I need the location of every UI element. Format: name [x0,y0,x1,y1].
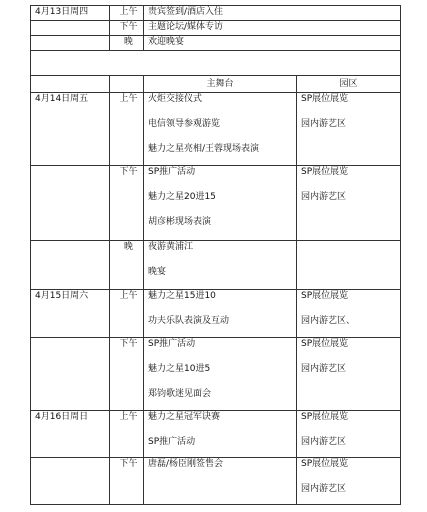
main-stage-cell [144,458,297,505]
time-cell: 下午 [110,338,144,411]
date-cell [31,166,110,241]
main-item: 魅力之星20进15 [148,192,216,202]
table-row [31,36,401,51]
time-cell: 下午 [110,166,144,241]
header-empty-cell [31,76,110,93]
park-item: SP展位展览 [301,291,349,301]
table-row [31,166,401,241]
park-item: 园内游艺区 [301,119,347,129]
main-item: 胡彦彬现场表演 [148,217,212,227]
time-cell: 下午 [110,21,144,36]
park-cell [297,241,401,290]
time-cell: 上午 [110,6,144,21]
park-item: SP展位展览 [301,412,349,422]
park-cell [297,290,401,338]
park-item: SP展位展览 [301,459,349,469]
activity-cell: 主题论坛/媒体专访 [144,21,401,36]
time-cell: 晚 [110,36,144,51]
main-item: 唐磊/杨臣刚签售会 [148,459,224,469]
table-row [31,21,401,36]
date-cell: 4月16日周日 [31,411,110,458]
date-cell: 4月13日周四 [31,6,110,21]
main-stage-cell [144,166,297,241]
main-stage-cell [144,411,297,458]
table-row [31,6,401,21]
park-item: 园内游艺区 [301,437,347,447]
table-row [31,290,401,338]
spacer-row [31,51,401,76]
time-cell: 下午 [110,458,144,505]
activity-cell: 贵宾签到/酒店入住 [144,6,401,21]
date-cell: 4月15日周六 [31,290,110,338]
park-item: 园内游艺区 [301,364,347,374]
main-item: SP推广活动 [148,437,196,447]
header-main-stage: 主舞台 [144,76,297,93]
main-item: 郑钧歌迷见面会 [148,389,212,399]
main-item: SP推广活动 [148,339,196,349]
main-item: 魅力之星冠军诀赛 [148,412,221,422]
date-cell [31,21,110,36]
park-item: 园内游艺区 [301,484,347,494]
main-item: 夜游黄浦江 [148,242,194,252]
park-cell [297,458,401,505]
date-cell: 4月14日周五 [31,93,110,166]
date-cell [31,36,110,51]
activity-cell: 欢迎晚宴 [144,36,401,51]
main-item: 晚宴 [148,267,167,277]
header-park: 园区 [297,76,401,93]
table-row [31,411,401,458]
table-row [31,93,401,166]
time-cell: 上午 [110,290,144,338]
main-item: 魅力之星15进10 [148,291,216,301]
park-item: SP展位展览 [301,339,349,349]
main-item: 魅力之星10进5 [148,364,211,374]
time-cell: 上午 [110,411,144,458]
time-cell: 晚 [110,241,144,290]
time-cell: 上午 [110,93,144,166]
date-cell [31,338,110,411]
park-cell [297,411,401,458]
main-item: 火炬交接仪式 [148,94,203,104]
table-row [31,241,401,290]
park-cell [297,93,401,166]
table-row [31,338,401,411]
spacer-cell [31,51,401,76]
main-item: SP推广活动 [148,167,196,177]
main-item: 功夫乐队表演及互动 [148,316,230,326]
park-item: 园内游艺区 [301,192,347,202]
main-stage-cell [144,290,297,338]
park-item: SP展位展览 [301,167,349,177]
main-stage-cell [144,241,297,290]
main-stage-cell [144,338,297,411]
park-cell [297,338,401,411]
park-item: SP展位展览 [301,94,349,104]
header-row [31,76,401,93]
date-cell [31,241,110,290]
main-item: 魅力之星亮相/王蓉现场表演 [148,144,260,154]
park-item: 园内游艺区、 [301,316,356,326]
main-stage-cell [144,93,297,166]
main-item: 电信领导参观游览 [148,119,221,129]
park-cell [297,166,401,241]
table-row [31,458,401,505]
date-cell [31,458,110,505]
event-schedule-table [30,5,401,505]
header-empty-cell [110,76,144,93]
